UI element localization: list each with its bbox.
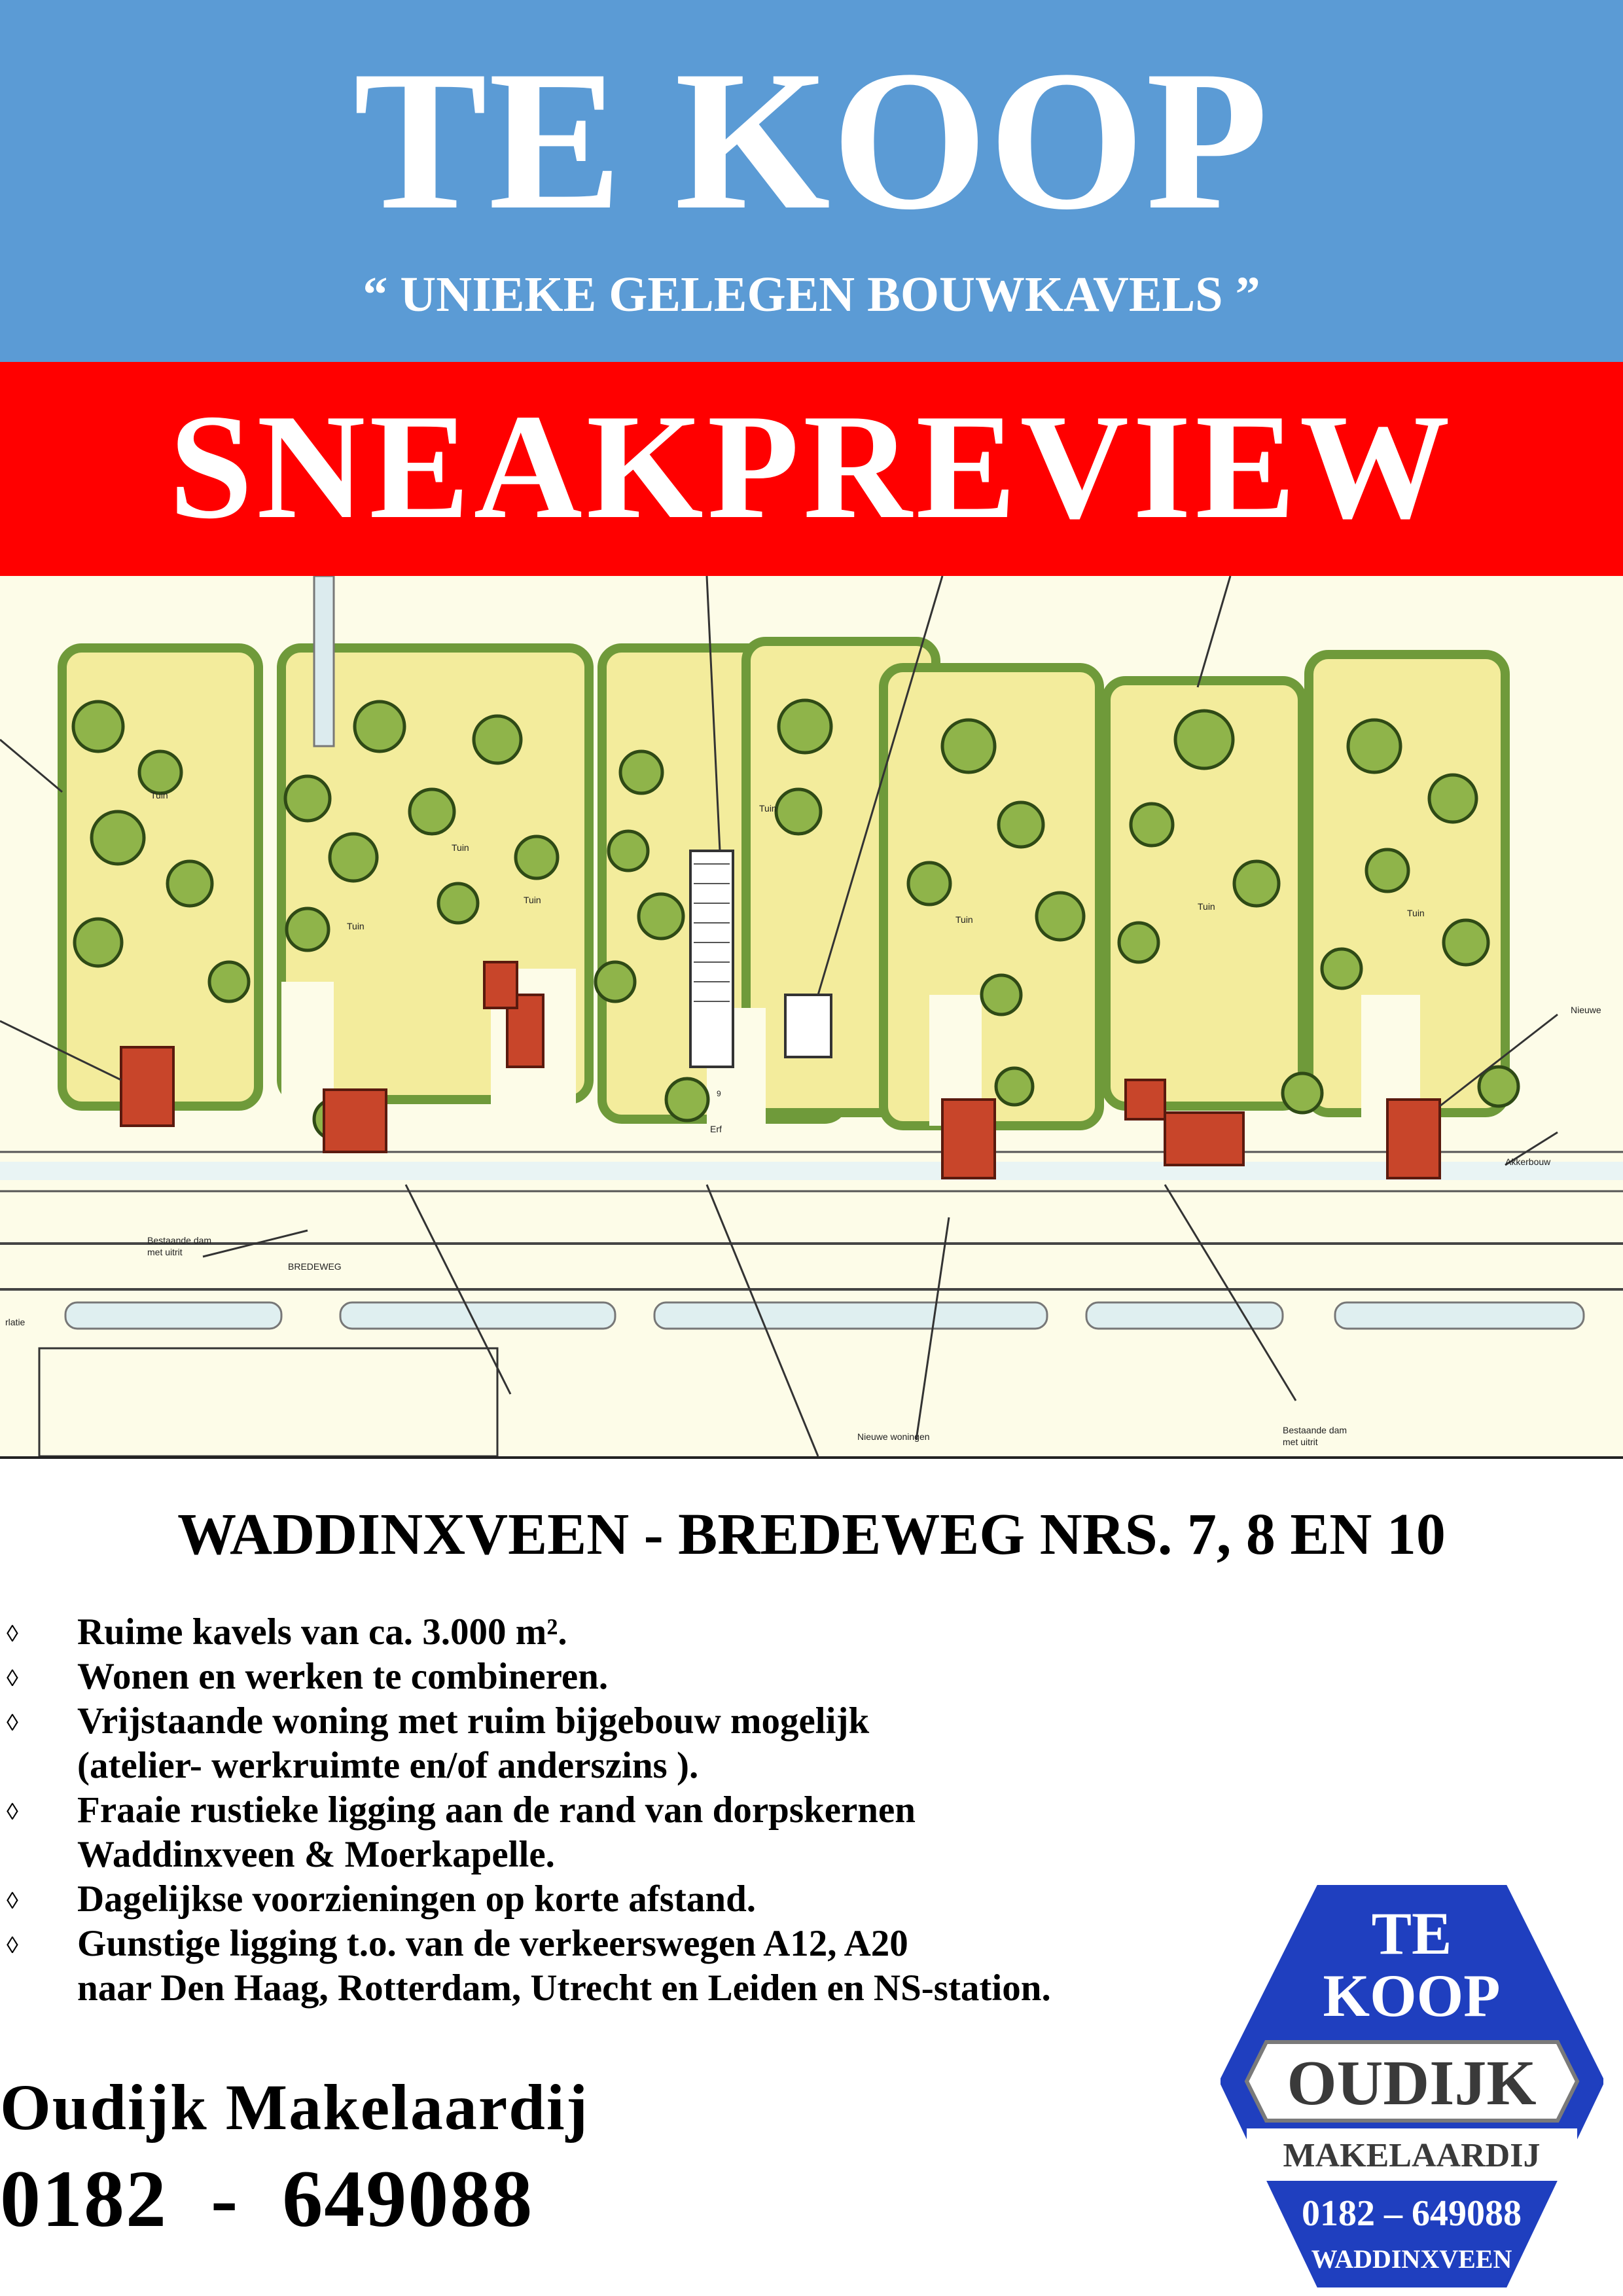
label-nieuwe: Nieuwe bbox=[1571, 1005, 1601, 1015]
logo-phone: 0182 – 649088 bbox=[1302, 2193, 1522, 2234]
label-erf: Erf bbox=[710, 1124, 722, 1134]
address-heading: WADDINXVEEN - BREDEWEG NRS. 7, 8 EN 10 bbox=[177, 1502, 1446, 1567]
list-item: ◊ Vrijstaande woning met ruim bijgebouw mogelijk (atelier- werkruimte en/of anderszins ). bbox=[7, 1700, 870, 1786]
label-dam-left-1: Bestaande dam bbox=[147, 1235, 212, 1246]
label-tuin-4: Tuin bbox=[524, 895, 541, 905]
logo-te: TE bbox=[1371, 1900, 1452, 1967]
logo-city: WADDINXVEEN bbox=[1311, 2244, 1512, 2274]
site-plan-drawing bbox=[0, 576, 1623, 1456]
label-dam-right-2: met uitrit bbox=[1283, 1437, 1318, 1447]
label-tuin-3: Tuin bbox=[452, 842, 469, 853]
label-tuin-1: Tuin bbox=[151, 790, 168, 800]
label-left-fragment: rlatie bbox=[5, 1317, 26, 1327]
page-title: TE KOOP bbox=[353, 29, 1270, 251]
label-tuin-5: Tuin bbox=[759, 803, 777, 814]
label-akkerbouw: Akkerbouw bbox=[1505, 1157, 1551, 1167]
logo-sub: MAKELAARDIJ bbox=[1283, 2137, 1541, 2174]
list-item: ◊ Wonen en werken te combineren. bbox=[7, 1656, 609, 1697]
list-item: ◊ Dagelijkse voorzieningen op korte afstand. bbox=[7, 1878, 757, 1920]
page-subtitle: “ UNIEKE GELEGEN BOUWKAVELS ” bbox=[363, 267, 1260, 322]
plan-bottom-border bbox=[0, 1456, 1623, 1459]
oudijk-logo bbox=[1221, 1885, 1603, 2287]
diamond-bullet-icon: ◊ bbox=[7, 1665, 18, 1691]
diamond-bullet-icon: ◊ bbox=[7, 1621, 18, 1647]
list-item: ◊ Gunstige ligging t.o. van de verkeerswegen A12, A20 naar Den Haag, Rotterdam, Utrecht en Leiden en NS-station. bbox=[7, 1923, 1051, 2009]
logo-koop: KOOP bbox=[1323, 1962, 1501, 2029]
label-kavel-nr: 9 bbox=[717, 1089, 721, 1098]
diamond-bullet-icon: ◊ bbox=[7, 1710, 18, 1736]
diamond-bullet-icon: ◊ bbox=[7, 1888, 18, 1914]
label-bredeweg: BREDEWEG bbox=[288, 1261, 342, 1272]
features-list bbox=[0, 1610, 1243, 2011]
company-name: Oudijk Makelaardij bbox=[0, 2071, 589, 2144]
label-nieuwe-woningen: Nieuwe woningen bbox=[857, 1431, 930, 1442]
diamond-bullet-icon: ◊ bbox=[7, 1932, 18, 1958]
label-dam-right-1: Bestaande dam bbox=[1283, 1425, 1347, 1435]
diamond-bullet-icon: ◊ bbox=[7, 1799, 18, 1825]
list-item: ◊ Ruime kavels van ca. 3.000 m². bbox=[7, 1611, 567, 1653]
label-tuin-8: Tuin bbox=[1407, 908, 1425, 918]
label-tuin-7: Tuin bbox=[1198, 901, 1215, 912]
sneakpreview-text: SNEAKPREVIEW bbox=[169, 383, 1454, 550]
phone-number: 0182 - 649088 bbox=[0, 2154, 534, 2244]
label-dam-left-2: met uitrit bbox=[147, 1247, 183, 1257]
list-item: ◊ Fraaie rustieke ligging aan de rand van dorpskernen Waddinxveen & Moerkapelle. bbox=[7, 1789, 916, 1875]
logo-name: OUDIJK bbox=[1287, 2048, 1537, 2119]
label-tuin-2: Tuin bbox=[347, 921, 365, 931]
label-tuin-6: Tuin bbox=[955, 914, 973, 925]
